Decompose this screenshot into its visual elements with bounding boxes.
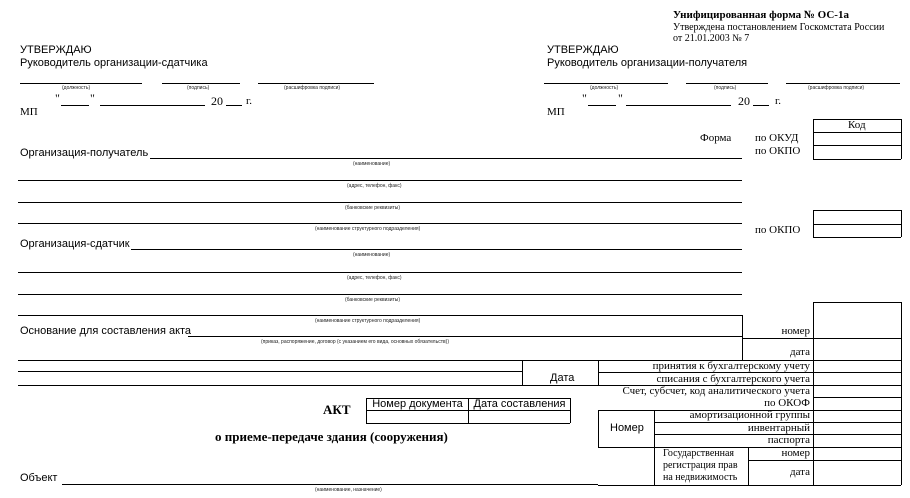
sender-cap-division: (наименование структурного подразделения) (315, 318, 421, 324)
sender-cap-address: (адрес, телефон, факс) (347, 275, 402, 281)
code-col-right-1 (901, 119, 902, 159)
approve-left-decode-line[interactable] (258, 83, 374, 84)
registration-line2: регистрация прав (663, 460, 738, 471)
approve-right-quote-open: " (582, 91, 587, 105)
registration-line3: на недвижимость (663, 472, 738, 483)
doc-table-bottom (366, 423, 570, 424)
form-approved-line2: от 21.01.2003 № 7 (673, 33, 750, 44)
sender-address-line[interactable] (18, 272, 742, 273)
doc-number-header: Номер документа (372, 398, 463, 410)
code-okud-label: по ОКУД (755, 132, 799, 144)
basis-number-label: номер (781, 325, 810, 337)
approve-left-cap-position: (должность) (62, 85, 91, 91)
sender-label: Организация-сдатчик (20, 238, 130, 250)
act-title: АКТ (323, 402, 351, 417)
recipient-cap-address: (адрес, телефон, факс) (347, 183, 402, 189)
approve-right-year-suffix: г. (775, 95, 782, 107)
doc-date-header: Дата составления (473, 398, 566, 410)
dates-mid-line (18, 371, 522, 372)
approve-left-day-line[interactable] (61, 105, 89, 106)
code-line-c1 (813, 302, 901, 303)
numbers-label: Номер (610, 422, 644, 434)
dates-label: Дата (550, 372, 575, 384)
sender-cap-bank: (банковские реквизиты) (345, 297, 401, 303)
code-line-blank-top (813, 210, 901, 211)
approve-right-year-prefix: 20 (738, 94, 750, 108)
approve-left-quote-open: " (55, 91, 60, 105)
approve-right-year-line[interactable] (753, 105, 769, 106)
code-kod-header: Код (848, 119, 866, 131)
registration-date-label: дата (789, 466, 810, 478)
approve-left-year-line[interactable] (226, 105, 242, 106)
sender-bank-line[interactable] (18, 294, 742, 295)
doc-date-value[interactable] (469, 411, 570, 423)
numbers-label-bottom (598, 447, 654, 448)
code-line-basis-number (742, 338, 901, 339)
dates-accept-label: принятия к бухгалтерскому учету (652, 360, 810, 372)
sender-cap-name: (наименование) (353, 252, 391, 258)
approve-left-year-prefix: 20 (211, 94, 223, 108)
approve-right-day-line[interactable] (588, 105, 616, 106)
approve-right-position-line[interactable] (544, 83, 668, 84)
approve-left-month-line[interactable] (100, 105, 205, 106)
form-approved-line1: Утверждена постановлением Госкомстата России (673, 22, 885, 33)
approve-left-role: Руководитель организации-сдатчика (20, 57, 208, 69)
code-line-reg-number (748, 460, 901, 461)
code-col-right-2 (901, 210, 902, 237)
doc-number-value[interactable] (367, 411, 468, 423)
approve-left-stamp: МП (20, 106, 38, 118)
approve-right-signature-line[interactable] (686, 83, 768, 84)
dates-writeoff-label: списания с бухгалтерского учета (656, 373, 810, 385)
approve-left-cap-decode: (расшифровка подписи) (284, 85, 341, 91)
doc-table-right (570, 398, 571, 423)
code-line-blank (813, 224, 901, 225)
approve-left-cap-signature: (подпись) (187, 85, 210, 91)
approve-right-month-line[interactable] (626, 105, 731, 106)
registration-divider (748, 447, 749, 485)
registration-line1: Государственная (663, 448, 735, 459)
numbers-inventory: инвентарный (747, 422, 810, 434)
code-line-account (813, 397, 901, 398)
approve-right-stamp: МП (547, 106, 565, 118)
basis-line[interactable] (188, 336, 742, 337)
object-label: Объект (20, 472, 58, 484)
code-line-kod (813, 132, 901, 133)
approve-right-cap-decode: (расшифровка подписи) (808, 85, 865, 91)
approve-left-position-line[interactable] (20, 83, 142, 84)
code-forma-label: Форма (700, 132, 732, 144)
sender-name-line[interactable] (131, 249, 742, 250)
approve-right-role: Руководитель организации-получателя (547, 57, 748, 69)
approve-left-signature-line[interactable] (162, 83, 240, 84)
basis-date-label: дата (789, 346, 810, 358)
code-line-bottom (598, 485, 901, 486)
code-col-left-2 (813, 210, 814, 237)
code-col-left-3 (813, 302, 814, 485)
recipient-name-line[interactable] (150, 158, 742, 159)
recipient-label: Организация-получатель (20, 147, 149, 159)
act-subtitle: о приеме-передаче здания (сооружения) (215, 429, 448, 444)
approve-right-cap-position: (должность) (590, 85, 619, 91)
recipient-address-line[interactable] (18, 180, 742, 181)
recipient-cap-name: (наименование) (353, 161, 391, 167)
code-col-left-1 (813, 119, 814, 159)
approve-right-decode-line[interactable] (786, 83, 900, 84)
dates-divider-1 (522, 360, 523, 385)
numbers-depreciation: амортизационной группы (689, 409, 810, 421)
recipient-cap-bank: (банковские реквизиты) (345, 205, 401, 211)
approve-left-heading: УТВЕРЖДАЮ (20, 44, 92, 56)
approve-right-quote-close: " (618, 91, 623, 105)
code-line-okpo (813, 159, 901, 160)
dates-account-label: Счет, субсчет, код аналитического учета (622, 385, 810, 397)
approve-left-year-suffix: г. (246, 95, 253, 107)
code-line-okpo2 (813, 237, 901, 238)
object-cap: (наименование, назначение) (315, 487, 382, 493)
recipient-cap-division: (наименование структурного подразделения) (315, 226, 421, 232)
code-okpo-label: по ОКПО (755, 145, 801, 157)
approve-left-quote-close: " (90, 91, 95, 105)
code-line-okud (813, 145, 901, 146)
form-title: Унифицированная форма № ОС-1а (673, 9, 849, 21)
basis-cap: (приказ, распоряжение, договор (с указанием его вида, основных обязательств)) (261, 339, 449, 345)
object-line[interactable] (62, 484, 598, 485)
numbers-passport: паспорта (767, 434, 810, 446)
recipient-division-line[interactable] (18, 223, 742, 224)
approve-right-heading: УТВЕРЖДАЮ (547, 44, 619, 56)
basis-label: Основание для составления акта (20, 325, 192, 337)
sender-division-line[interactable] (18, 315, 742, 316)
recipient-bank-line[interactable] (18, 202, 742, 203)
code-okpo2-label: по ОКПО (755, 224, 801, 236)
code-col-right-3 (901, 302, 902, 485)
numbers-left-border (598, 410, 599, 447)
dates-okof-label: по ОКОФ (764, 397, 810, 409)
registration-number-label: номер (781, 447, 810, 459)
approve-right-cap-signature: (подпись) (714, 85, 737, 91)
